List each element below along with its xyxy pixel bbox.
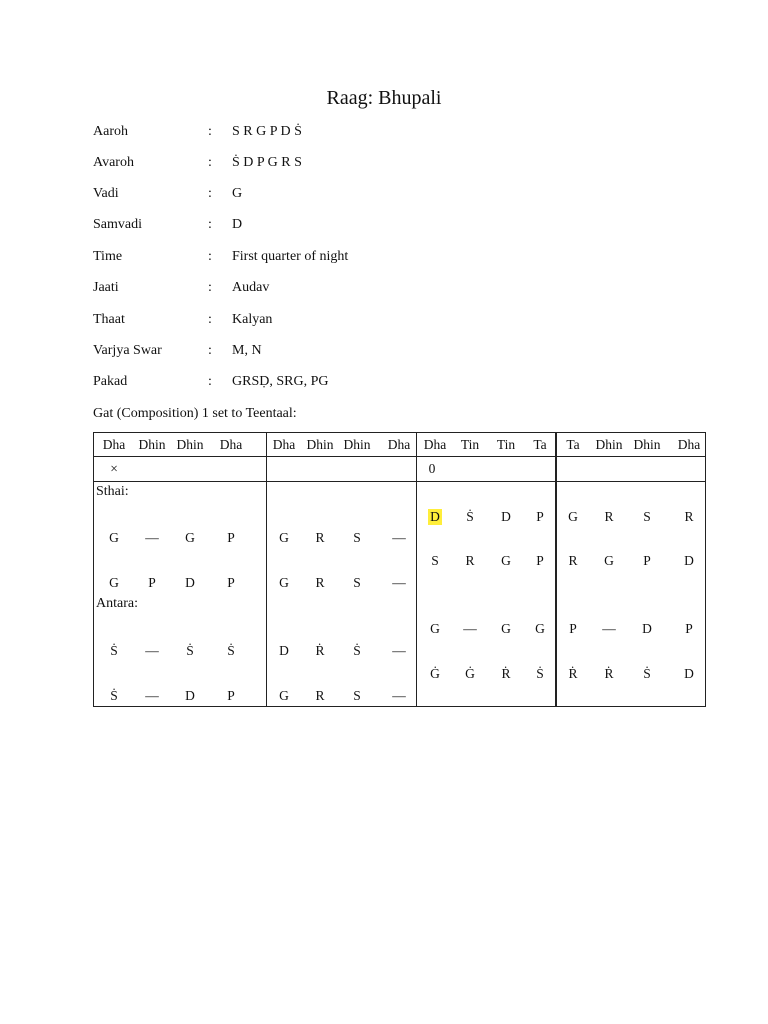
property-colon: : [208, 374, 212, 389]
property-value: Ṡ D P G R S [232, 155, 302, 170]
note-cell: — [463, 621, 477, 636]
grid-divider-vibhag-4 [555, 433, 557, 706]
note-cell: G [430, 621, 440, 636]
note-cell: Ġ [465, 666, 475, 681]
gat-heading: Gat (Composition) 1 set to Teentaal: [93, 406, 297, 421]
bol-cell: Dhin [343, 437, 371, 452]
bol-cell: Dha [102, 437, 126, 452]
note-cell: — [392, 575, 406, 590]
property-value: GRSḌ, SRG, PG [232, 374, 329, 389]
note-cell: R [465, 553, 475, 568]
note-cell: — [145, 688, 159, 703]
property-value: First quarter of night [232, 249, 349, 264]
note-cell: P [536, 509, 544, 524]
note-cell: Ṡ [466, 509, 474, 524]
property-value: S R G P D Ṡ [232, 124, 302, 139]
bol-cell: Dhin [306, 437, 334, 452]
note-cell: P [148, 575, 156, 590]
note-cell: R [604, 509, 614, 524]
note-cell: — [392, 688, 406, 703]
sam-mark: × [110, 461, 118, 476]
bol-cell: Dha [423, 437, 447, 452]
note-cell: Ṙ [568, 666, 578, 681]
note-cell: G [109, 530, 119, 545]
note-cell: D [279, 643, 289, 658]
note-cell: Ṙ [315, 643, 325, 658]
property-colon: : [208, 280, 212, 295]
grid-divider-vibhag-2 [266, 433, 267, 706]
note-cell: S [431, 553, 439, 568]
note-cell: Ṙ [604, 666, 614, 681]
property-colon: : [208, 186, 212, 201]
note-cell: Ṙ [501, 666, 511, 681]
note-cell: Ṡ [643, 666, 651, 681]
note-cell: D [684, 666, 694, 681]
note-cell: Ṡ [353, 643, 361, 658]
note-cell: R [315, 575, 325, 590]
note-cell: S [353, 688, 361, 703]
teentaal-grid [93, 432, 706, 707]
note-cell: Ġ [430, 666, 440, 681]
note-cell: Ṡ [110, 643, 118, 658]
note-cell: P [685, 621, 693, 636]
property-label: Varjya Swar [93, 343, 162, 358]
note-cell: D [684, 553, 694, 568]
bol-cell: Dhin [138, 437, 166, 452]
note-cell: P [227, 530, 235, 545]
property-label: Jaati [93, 280, 119, 295]
property-label: Aaroh [93, 124, 128, 139]
bol-cell: Dhin [176, 437, 204, 452]
note-cell: G [535, 621, 545, 636]
note-cell: D [185, 575, 195, 590]
grid-divider-mark-row [94, 481, 705, 482]
note-cell: G [279, 575, 289, 590]
property-value: Audav [232, 280, 270, 295]
note-cell: G [501, 553, 511, 568]
note-cell: P [643, 553, 651, 568]
property-value: M, N [232, 343, 262, 358]
property-label: Avaroh [93, 155, 134, 170]
property-value: D [232, 217, 243, 232]
property-colon: : [208, 312, 212, 327]
note-cell: R [315, 688, 325, 703]
note-cell: — [145, 530, 159, 545]
property-label: Samvadi [93, 217, 142, 232]
bol-cell: Dha [387, 437, 411, 452]
grid-divider-bol-row [94, 456, 705, 457]
bol-cell: Tin [496, 437, 516, 452]
property-value: Kalyan [232, 312, 273, 327]
property-colon: : [208, 217, 212, 232]
property-label: Thaat [93, 312, 125, 327]
note-cell: D [428, 509, 442, 525]
note-cell: Ṡ [536, 666, 544, 681]
property-colon: : [208, 124, 212, 139]
property-colon: : [208, 343, 212, 358]
property-value: G [232, 186, 243, 201]
note-cell: S [353, 575, 361, 590]
note-cell: P [536, 553, 544, 568]
note-cell: D [185, 688, 195, 703]
property-label: Pakad [93, 374, 128, 389]
note-cell: P [227, 688, 235, 703]
bol-cell: Dhin [633, 437, 661, 452]
note-cell: D [501, 509, 511, 524]
bol-cell: Dha [677, 437, 701, 452]
sthai-label: Sthai: [96, 484, 129, 499]
page-title: Raag: Bhupali [326, 87, 442, 109]
note-cell: R [568, 553, 578, 568]
bol-cell: Dhin [595, 437, 623, 452]
note-cell: Ṡ [110, 688, 118, 703]
note-cell: R [315, 530, 325, 545]
note-cell: P [569, 621, 577, 636]
property-colon: : [208, 155, 212, 170]
note-cell: G [604, 553, 614, 568]
note-cell: G [185, 530, 195, 545]
note-cell: — [392, 530, 406, 545]
antara-label: Antara: [96, 596, 138, 611]
note-cell: G [501, 621, 511, 636]
property-colon: : [208, 249, 212, 264]
note-cell: G [568, 509, 578, 524]
note-cell: D [642, 621, 652, 636]
khali-mark: 0 [428, 461, 436, 476]
bol-cell: Dha [219, 437, 243, 452]
property-label: Vadi [93, 186, 119, 201]
note-cell: — [392, 643, 406, 658]
note-cell: S [643, 509, 651, 524]
bol-cell: Ta [533, 437, 547, 452]
note-cell: G [279, 688, 289, 703]
note-cell: G [279, 530, 289, 545]
bol-cell: Ta [566, 437, 580, 452]
note-cell: — [602, 621, 616, 636]
property-label: Time [93, 249, 123, 264]
note-cell: P [227, 575, 235, 590]
note-cell: Ṡ [227, 643, 235, 658]
bol-cell: Dha [272, 437, 296, 452]
note-cell: G [109, 575, 119, 590]
note-cell: — [145, 643, 159, 658]
bol-cell: Tin [460, 437, 480, 452]
note-cell: S [353, 530, 361, 545]
note-cell: R [684, 509, 694, 524]
note-cell: Ṡ [186, 643, 194, 658]
